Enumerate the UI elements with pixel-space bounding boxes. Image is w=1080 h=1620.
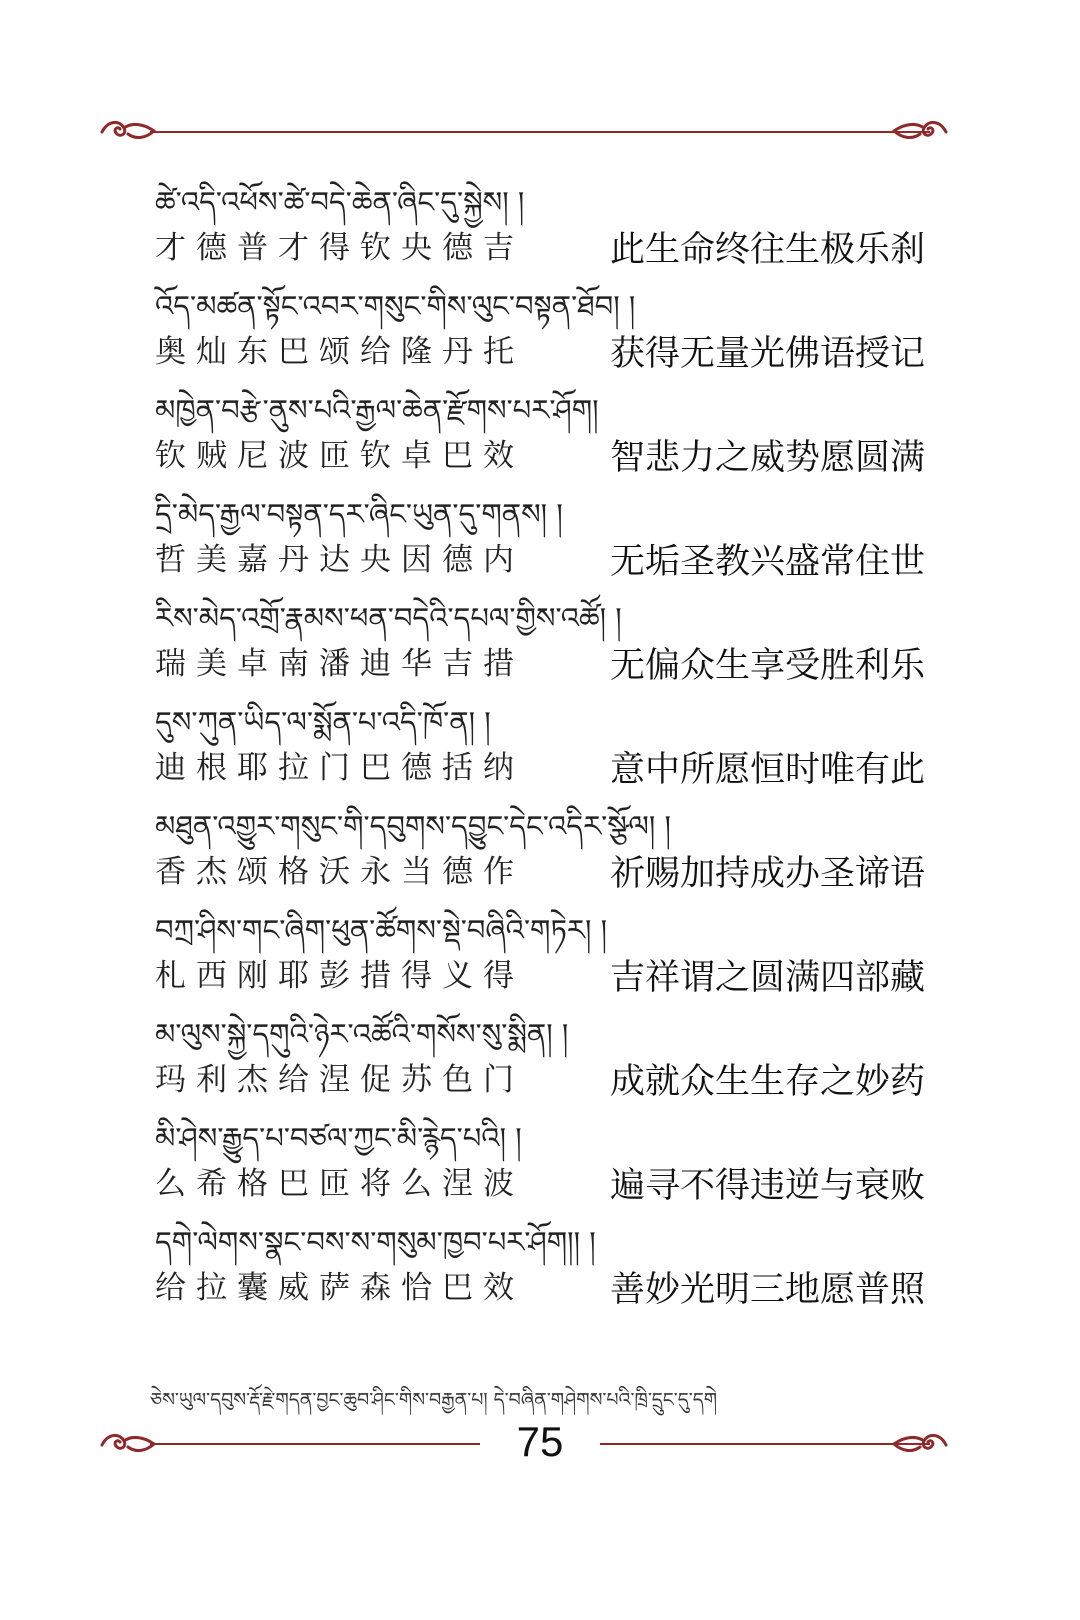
tibetan-line: དྲི་མེད་རྒྱལ་བསྟན་དར་ཞིང་ཡུན་དུ་གནས། ། [155,497,563,531]
top-right-scroll-ornament [890,118,950,144]
phonetic-line: 玛利杰给涅促苏色门 [155,1062,524,1098]
tibetan-line: དུས་ཀུན་ཡིད་ལ་སྨོན་པ་འདི་ཁོ་ན། ། [155,705,491,739]
phonetic-line: 么希格巴匝将么涅波 [155,1166,524,1202]
chinese-translation: 祈赐加持成办圣谛语 [609,854,925,894]
verse-stanza [155,482,925,586]
verse-stanza [155,1002,925,1106]
tibetan-line: བཀྲ་ཤིས་གང་ཞིག་ཕུན་ཚོགས་སྡེ་བཞིའི་གཏེར། ། [155,913,608,947]
phonetic-line: 才德普才得钦央德吉 [155,230,524,266]
verse-stanza [155,794,925,898]
phonetic-line: 钦贼尼波匝钦卓巴效 [155,438,524,474]
tibetan-line: མ་ལུས་སྐྱེ་དགུའི་ཉེར་འཚོའི་གསོས་སུ་སྨིན། ། [155,1017,569,1051]
verse-content [155,170,925,1314]
tibetan-line: ཚེ་འདི་འཕོས་ཚེ་བདེ་ཆེན་ཞིང་དུ་སྐྱེས། ། [155,185,525,219]
verse-stanza [155,1210,925,1314]
tibetan-line: འོད་མཚན་སྟོང་འབར་གསུང་གིས་ལུང་བསྟན་ཐོབ། ། [155,289,636,323]
phonetic-line: 迪根耶拉门巴德括纳 [155,750,524,786]
chinese-translation: 无偏众生享受胜利乐 [609,646,925,686]
verse-stanza [155,586,925,690]
page-number: 75 [480,1418,600,1466]
chinese-translation: 成就众生生存之妙药 [609,1062,925,1102]
verse-stanza [155,690,925,794]
chinese-translation: 此生命终往生极乐刹 [609,230,925,270]
tibetan-line: མི་ཤེས་རྒྱུད་པ་བཙལ་ཀྱང་མི་རྙེད་པའི། ། [155,1121,522,1155]
chinese-translation: 吉祥谓之圆满四部藏 [609,958,925,998]
phonetic-line: 给拉囊威萨森恰巴效 [155,1270,524,1306]
phonetic-line: 香杰颂格沃永当德作 [155,854,524,890]
tibetan-line: མཁྱེན་བརྩེ་ནུས་པའི་རྒྱལ་ཆེན་རྫོགས་པར་ཤོག། [155,393,599,427]
bottom-right-scroll-ornament [890,1431,950,1457]
phonetic-line: 札西刚耶彭措得义得 [155,958,524,994]
tibetan-line: མཐུན་འགྱུར་གསུང་གི་དབུགས་དབྱུང་དེང་འདིར་སྩོལ། ། [155,809,671,843]
verse-stanza [155,274,925,378]
bottom-left-scroll-ornament [98,1431,158,1457]
chinese-translation: 获得无量光佛语授记 [609,334,925,374]
chinese-translation: 遍寻不得违逆与衰败 [609,1166,925,1206]
tibetan-line: རིས་མེད་འགྲོ་རྣམས་ཕན་བདེའི་དཔལ་གྱིས་འཚོ། ། [155,601,622,635]
verse-stanza [155,170,925,274]
colophon-line: ཅེས་ཡུལ་དབུས་རྡོ་རྗེ་གདན་བྱང་ཆུབ་ཤིང་གིས་བརྒྱན་པ། དེ་བཞིན་གཤེགས་པའི་ཁྲི་དྲུང་དུ་དགེ [150,1389,718,1411]
top-left-scroll-ornament [98,118,158,144]
chinese-translation: 无垢圣教兴盛常住世 [609,542,925,582]
tibetan-line: དགེ་ལེགས་སྣང་བས་ས་གསུམ་ཁྱབ་པར་ཤོག།། ། [155,1225,596,1259]
top-rule [150,131,930,133]
verse-stanza [155,378,925,482]
phonetic-line: 哲美嘉丹达央因德内 [155,542,524,578]
verse-stanza [155,898,925,1002]
verse-stanza [155,1106,925,1210]
phonetic-line: 奥灿东巴颂给隆丹托 [155,334,524,370]
chinese-translation: 智悲力之威势愿圆满 [609,438,925,478]
phonetic-line: 瑞美卓南潘迪华吉措 [155,646,524,682]
chinese-translation: 善妙光明三地愿普照 [609,1270,925,1310]
chinese-translation: 意中所愿恒时唯有此 [609,750,925,790]
